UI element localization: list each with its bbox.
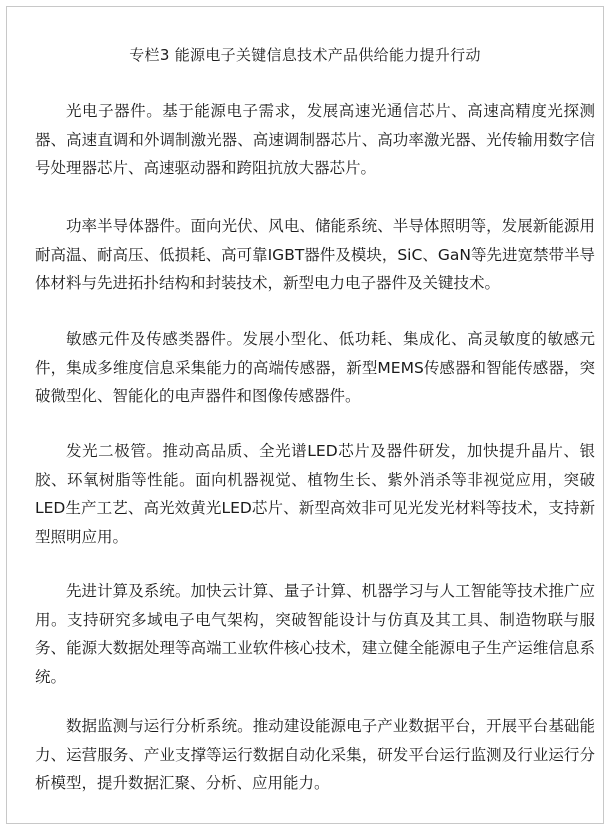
paragraph-power-semiconductor-devices: 功率半导体器件。面向光伏、风电、储能系统、半导体照明等，发展新能源用耐高温、耐高压、低损耗、高可靠IGBT器件及模块，SiC、GaN等先进宽禁带半导体材料与先进拓扑结构和封装技术，新型电力电子器件及关键技术。 (35, 217, 595, 292)
paragraph-sensor-devices: 敏感元件及传感类器件。发展小型化、低功耗、集成化、高灵敏度的敏感元件，集成多维度信息采集能力的高端传感器，新型MEMS传感器和智能传感器，突破微型化、智能化的电声器件和图像传感器件。 (35, 330, 595, 405)
column-title: 专栏3 能源电子关键信息技术产品供给能力提升行动 (129, 46, 481, 64)
column-box (6, 6, 604, 824)
paragraph-optoelectronic-devices: 光电子器件。基于能源电子需求，发展高速光通信芯片、高速高精度光探测器、高速直调和外调制激光器、高速调制器芯片、高功率激光器、光传输用数字信号处理器芯片、高速驱动器和跨阻抗放大器芯片。 (35, 102, 595, 177)
paragraph-data-monitoring: 数据监测与运行分析系统。推动建设能源电子产业数据平台，开展平台基础能力、运营服务、产业支撑等运行数据自动化采集，研发平台运行监测及行业运行分析模型，提升数据汇聚、分析、应用能力。 (35, 717, 595, 792)
paragraph-advanced-computing: 先进计算及系统。加快云计算、量子计算、机器学习与人工智能等技术推广应用。支持研究多域电子电气架构，突破智能设计与仿真及其工具、制造物联与服务、能源大数据处理等高端工业软件核心技术，建立健全能源电子生产运维信息系统。 (35, 582, 595, 686)
paragraph-led: 发光二极管。推动高品质、全光谱LED芯片及器件研发，加快提升晶片、银胶、环氧树脂等性能。面向机器视觉、植物生长、紫外消杀等非视觉应用，突破LED生产工艺、高光效黄光LED芯片、新型高效非可见光发光材料等技术，支持新型照明应用。 (35, 442, 595, 546)
